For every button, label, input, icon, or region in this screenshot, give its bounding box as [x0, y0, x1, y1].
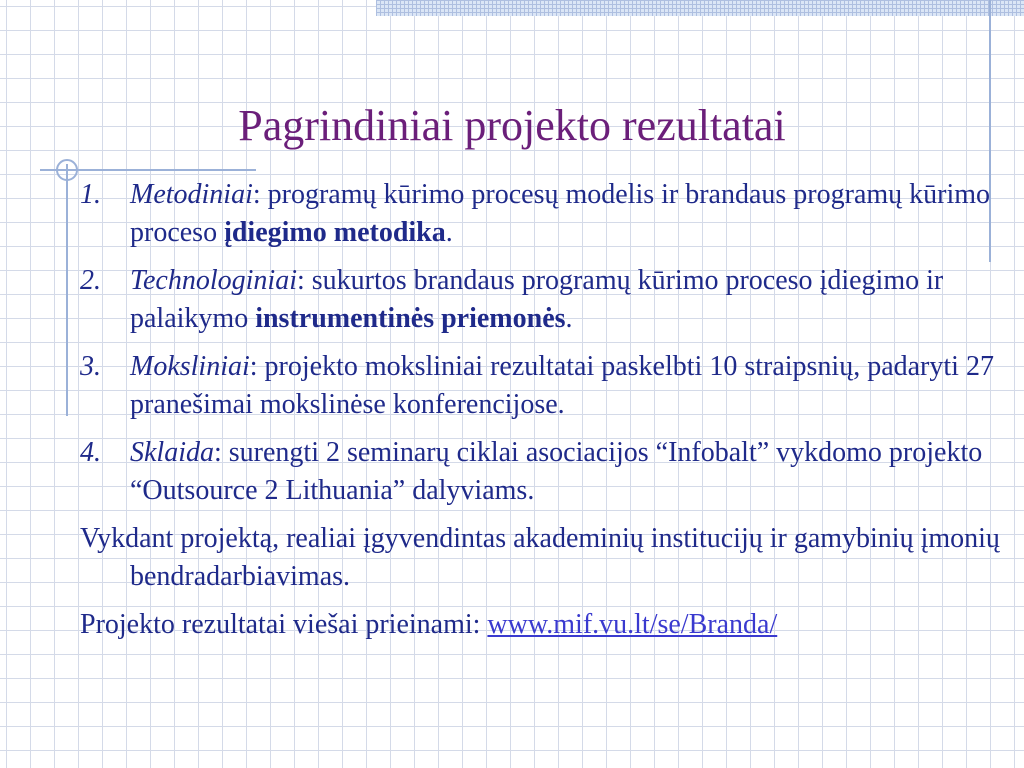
list-item-4 [80, 434, 1000, 510]
list-item-3 [80, 348, 1000, 424]
top-decorative-band [376, 0, 1024, 16]
decorative-vertical-line-left [66, 164, 68, 416]
item-lead: Sklaida [130, 437, 214, 468]
item-text: : projekto moksliniai rezultatai paskelbti 10 straipsnių, padaryti 27 pranešimai mokslinėse konferencijose. [130, 351, 994, 420]
slide-title: Pagrindiniai projekto rezultatai [238, 101, 786, 150]
list-number: 1. [80, 179, 101, 210]
list-item-2 [80, 262, 1000, 338]
paragraph-collaboration: Vykdant projektą, realiai įgyvendintas akademinių institucijų ir gamybinių įmonių bendradarbiavimas. [80, 523, 1000, 592]
list-number: 4. [80, 437, 101, 468]
list-number: 3. [80, 351, 101, 382]
item-text: : programų kūrimo procesų modelis ir brandaus programų kūrimo proceso [130, 179, 991, 248]
paragraph-availability [80, 606, 1000, 644]
item-text: : surengti 2 seminarų ciklai asociacijos “Infobalt” vykdomo projekto “Outsource 2 Lithuania” dalyviams. [130, 437, 983, 506]
item-lead: Technologiniai [130, 265, 297, 296]
item-bold: įdiegimo metodika [224, 217, 446, 248]
item-text: : sukurtos brandaus programų kūrimo proceso įdiegimo ir palaikymo [130, 265, 944, 334]
slide-content [80, 176, 1000, 654]
crosshair-icon [56, 159, 78, 181]
item-lead: Moksliniai [130, 351, 250, 382]
list-number: 2. [80, 265, 101, 296]
project-link[interactable]: www.mif.vu.lt/se/Branda/ [487, 609, 778, 640]
list-item-1 [80, 176, 1000, 252]
item-bold: instrumentinės priemonės [255, 303, 566, 334]
item-text-after: . [565, 303, 573, 334]
availability-text: Projekto rezultatai viešai prieinami: [80, 609, 488, 640]
item-lead: Metodiniai [130, 179, 253, 210]
item-text-after: . [445, 217, 453, 248]
